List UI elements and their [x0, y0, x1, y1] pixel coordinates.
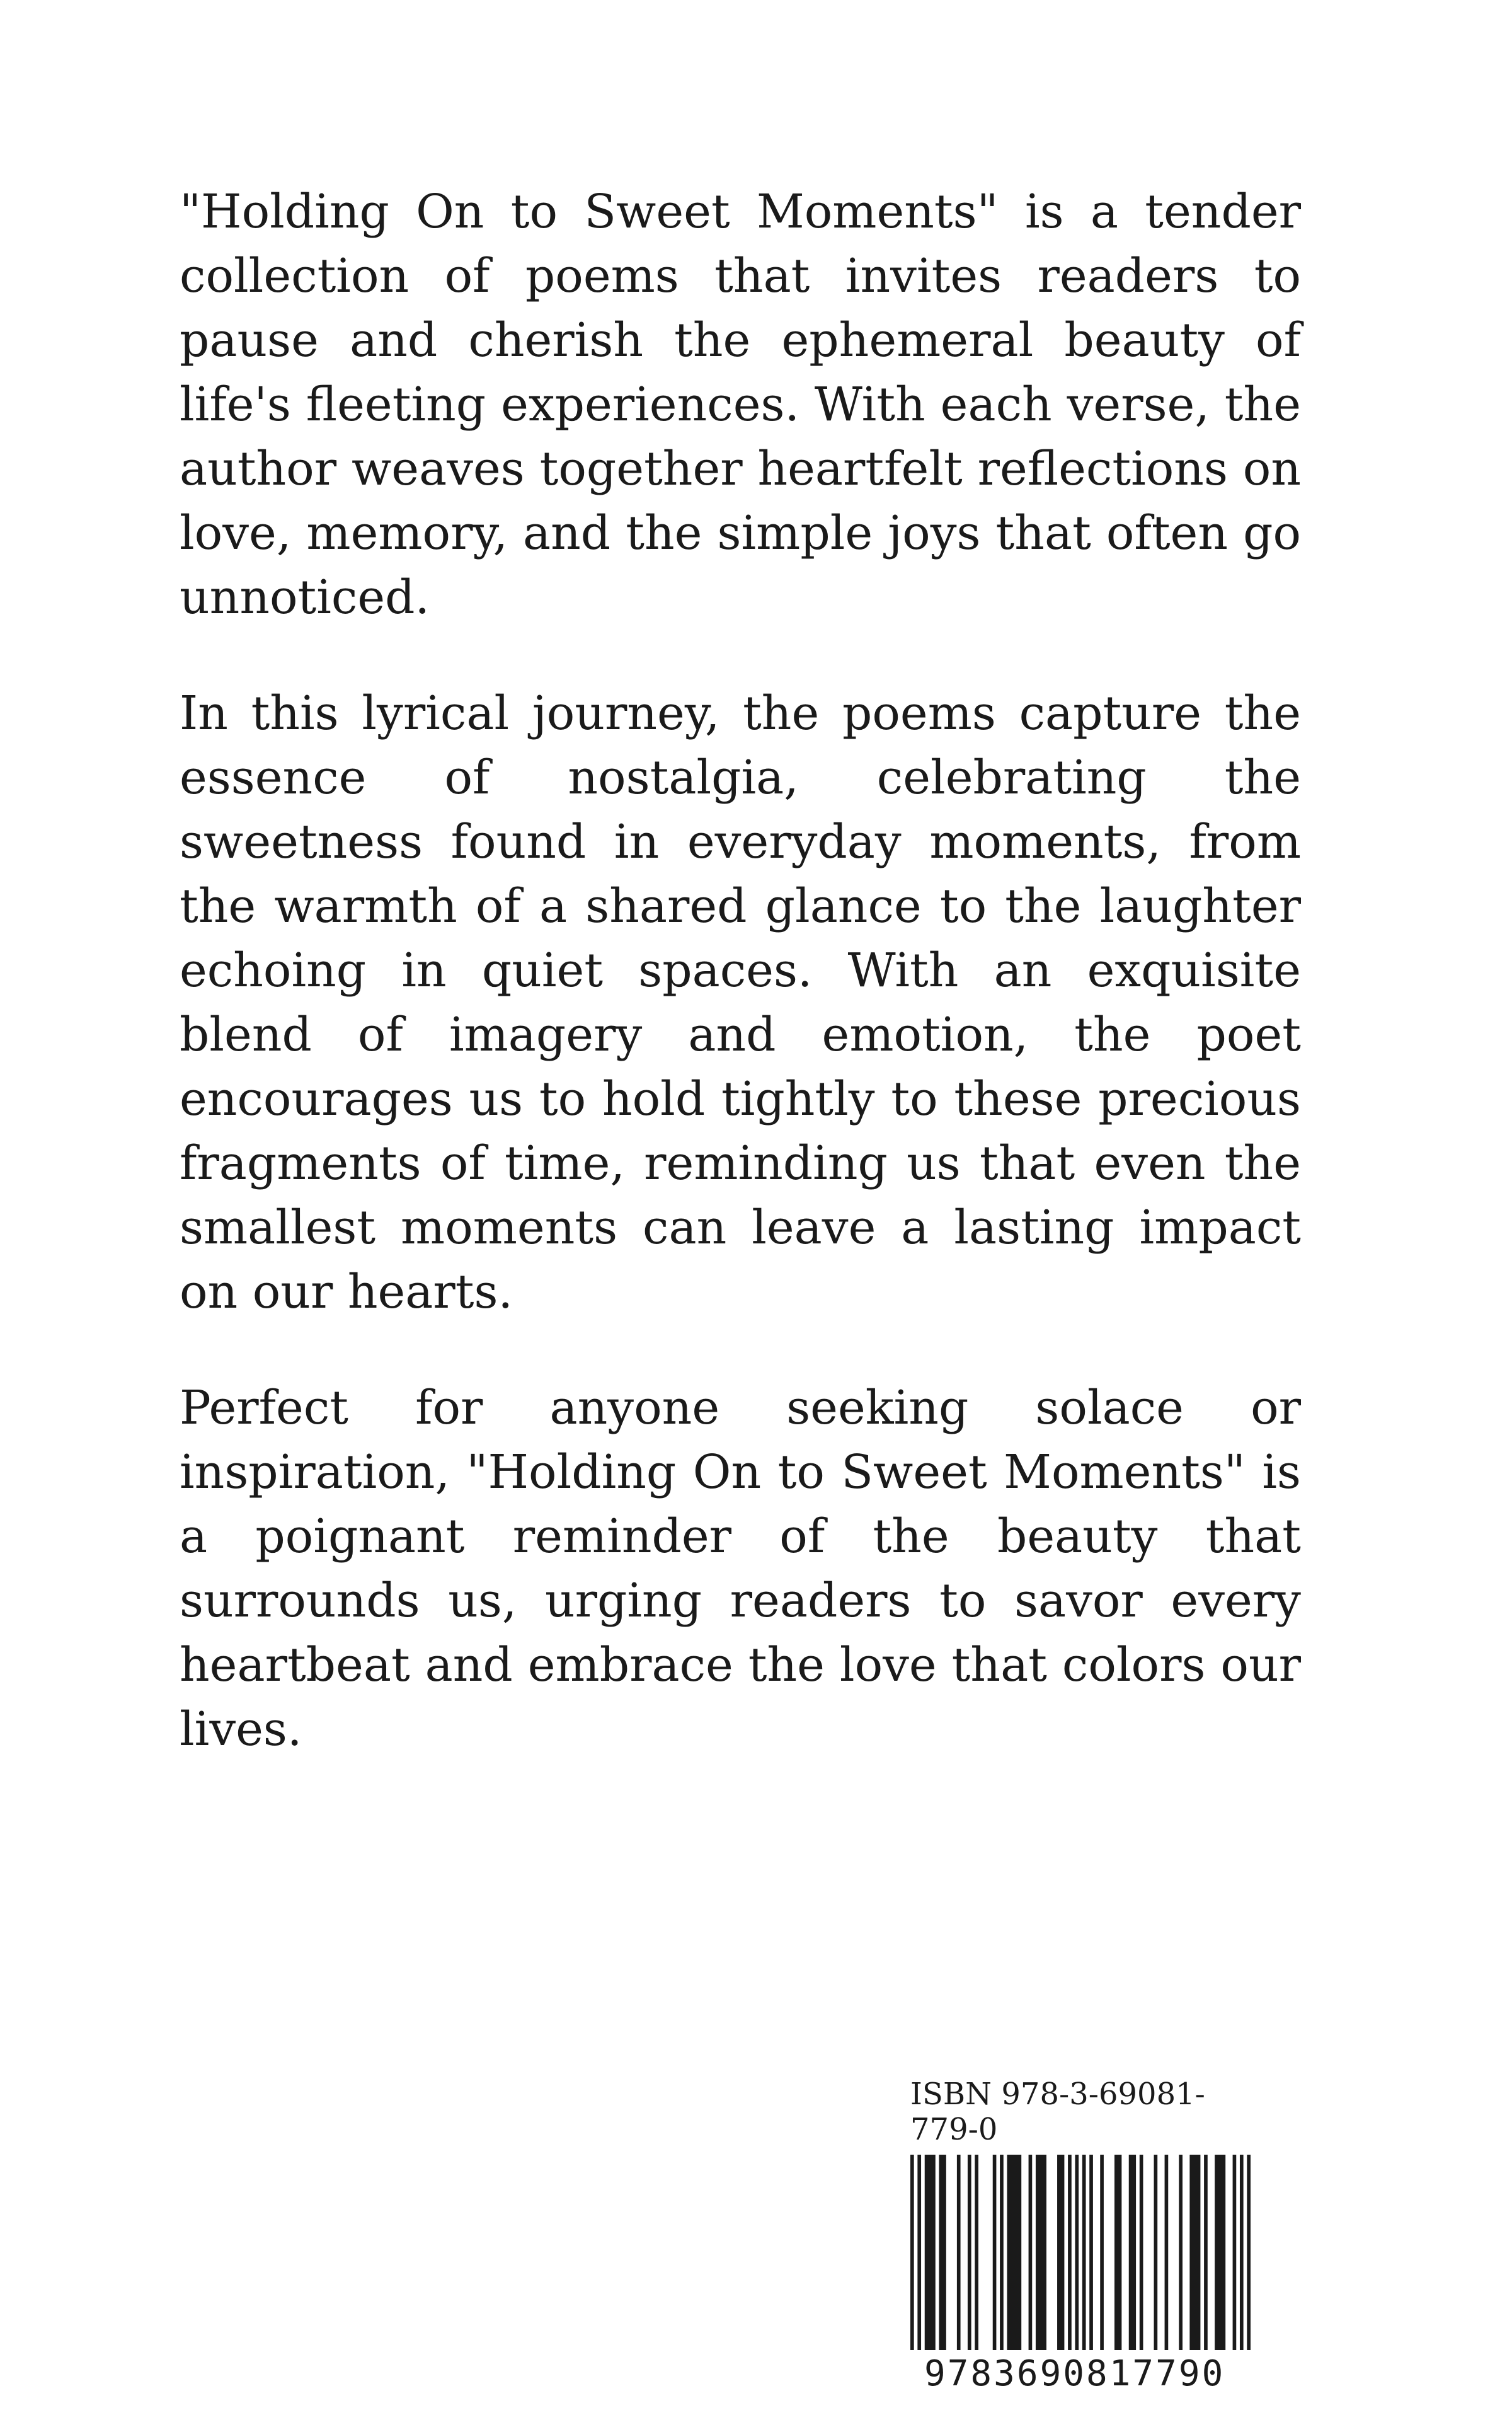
barcode-digits: 9783690817790	[924, 2353, 1225, 2394]
barcode-bar	[939, 2155, 946, 2350]
barcode-bar	[1240, 2155, 1244, 2350]
barcode-bar	[1100, 2155, 1104, 2350]
blurb-paragraph-1: "Holding On to Sweet Moments" is a tender collection of poems that invites readers to pause and cherish the ephemeral beauty of life's fleeting experiences. With each verse, the author weaves together heartfelt reflections on love, memory, and the simple joys that often go unnoticed.	[180, 185, 1301, 625]
barcode-bar	[1075, 2155, 1079, 2350]
barcode-bar	[1068, 2155, 1072, 2350]
barcode-bar	[968, 2155, 971, 2350]
barcode-bar	[925, 2155, 936, 2350]
blurb-text	[180, 180, 1301, 1761]
barcode-bar	[1057, 2155, 1064, 2350]
barcode-bar	[1189, 2155, 1200, 2350]
barcode-bar	[1082, 2155, 1086, 2350]
barcode-bar	[1036, 2155, 1046, 2350]
barcode-bar	[1114, 2155, 1121, 2350]
barcode-bar	[1089, 2155, 1093, 2350]
barcode-bar	[1233, 2155, 1237, 2350]
barcode-bar	[917, 2155, 921, 2350]
barcode-bar	[1129, 2155, 1136, 2350]
barcode-bar	[975, 2155, 978, 2350]
barcode-bar	[1165, 2155, 1169, 2350]
barcode-bar	[1000, 2155, 1004, 2350]
barcode-bar	[1029, 2155, 1033, 2350]
barcode-bar	[1140, 2155, 1143, 2350]
barcode-bar	[1007, 2155, 1021, 2350]
barcode-bar	[1204, 2155, 1208, 2350]
barcode-bar	[957, 2155, 961, 2350]
barcode-bar	[1154, 2155, 1158, 2350]
blurb-paragraph-2: In this lyrical journey, the poems capture the essence of nostalgia, celebrating the sweetness found in everyday moments, from the warmth of a shared glance to the laughter echoing in quiet spaces. With an exquisite blend of imagery and emotion, the poet encourages us to hold tightly to these precious fragments of time, reminding us that even the smallest moments can leave a lasting impact on our hearts.	[180, 686, 1301, 1319]
barcode-bar	[1215, 2155, 1225, 2350]
barcode-bar	[993, 2155, 997, 2350]
blurb-paragraph-3: Perfect for anyone seeking solace or inspiration, "Holding On to Sweet Moments" is a poignant reminder of the beauty that surrounds us, urging readers to savor every heartbeat and embrace the love that colors our lives.	[180, 1381, 1301, 1756]
isbn-label: ISBN 978-3-69081-779-0	[910, 2077, 1205, 2147]
barcode-bar	[1247, 2155, 1251, 2350]
barcode-icon	[910, 2155, 1251, 2350]
isbn-block	[910, 2077, 1263, 2394]
barcode-bar	[910, 2155, 914, 2350]
barcode-bar	[1179, 2155, 1183, 2350]
